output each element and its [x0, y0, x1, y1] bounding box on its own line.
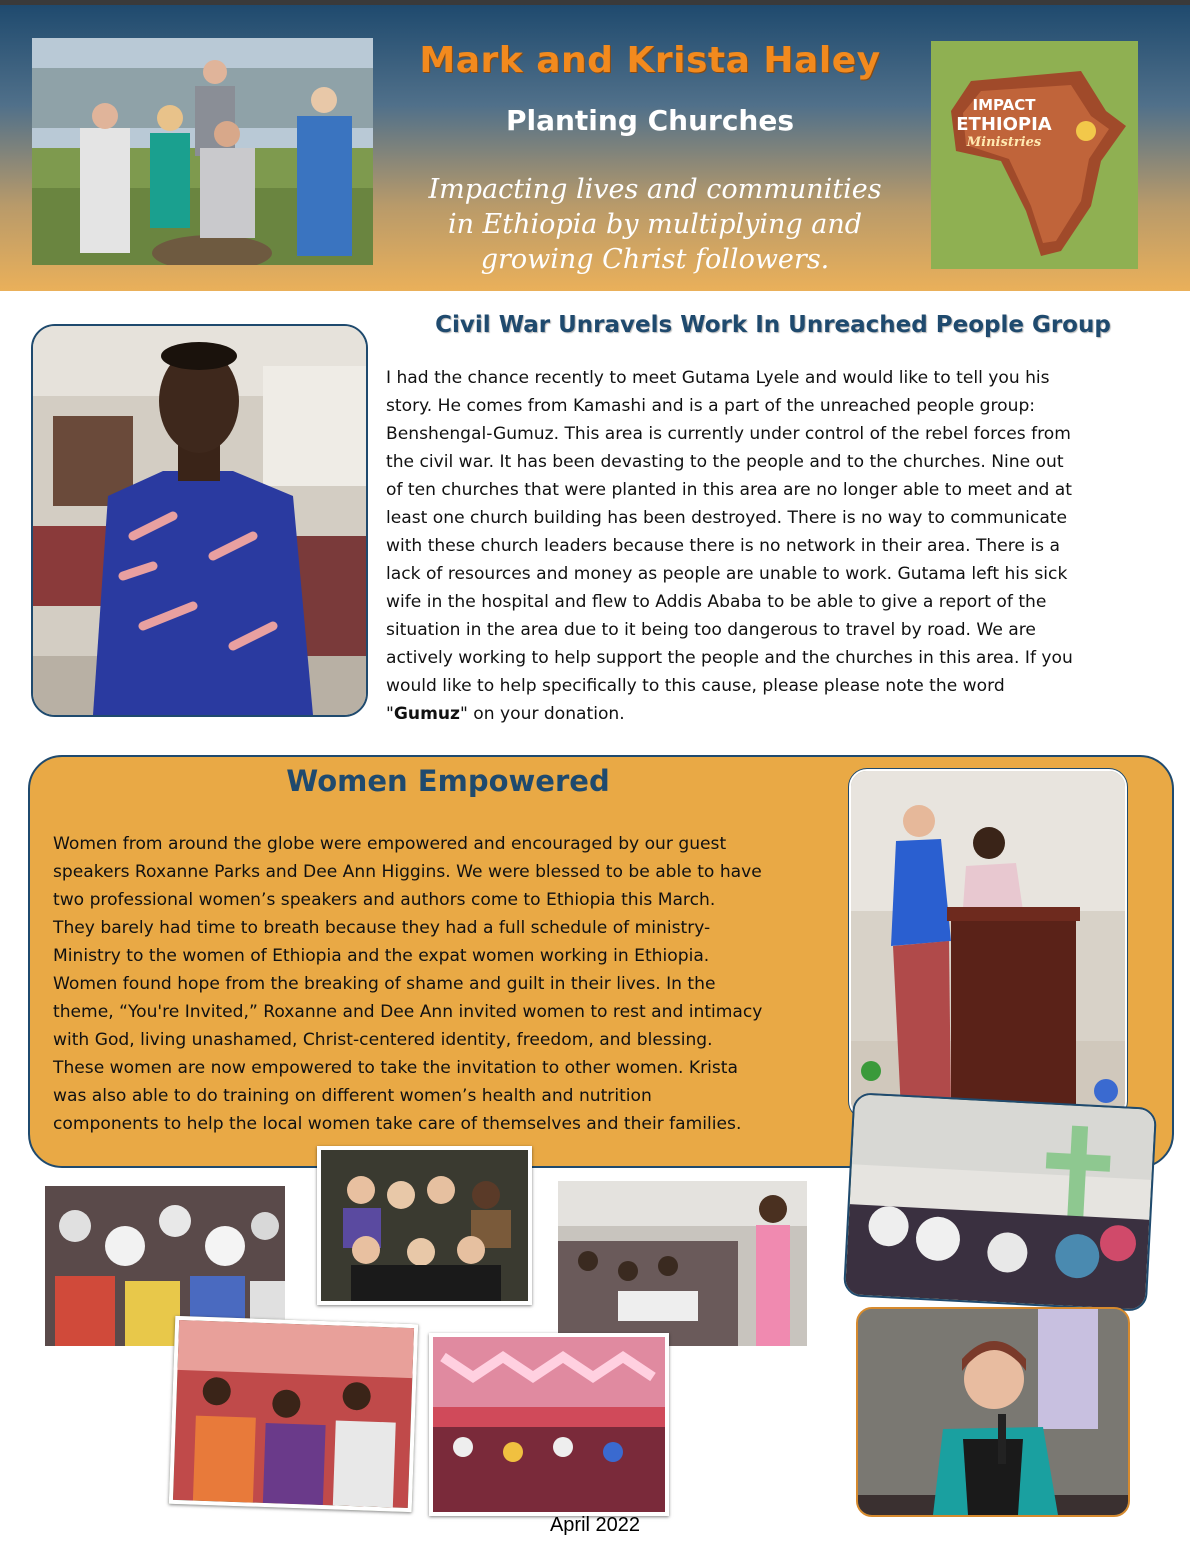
body-line: They barely had time to breath because they had a full schedule of ministry- — [53, 918, 711, 938]
header-tagline — [400, 172, 910, 277]
tagline-line: growing Christ followers. — [480, 244, 830, 275]
section2-body — [53, 830, 845, 1138]
section1-title: Civil War Unravels Work In Unreached People Group — [435, 312, 1111, 338]
body-line: two professional women’s speakers and authors come to Ethiopia this March. — [53, 890, 716, 910]
header-subtitle: Planting Churches — [505, 104, 795, 137]
body-line: wife in the hospital and flew to Addis Ababa to be able to give a report of the — [386, 592, 1047, 612]
body-line: speakers Roxanne Parks and Dee Ann Higgins. We were blessed to be able to have — [53, 862, 762, 882]
tagline-line: Impacting lives and communities — [428, 174, 882, 205]
logo-text-ethiopia: ETHIOPIA — [956, 114, 1052, 135]
body-line: story. He comes from Kamashi and is a part of the unreached people group: — [386, 396, 1036, 416]
body-line: was also able to do training on different women’s health and nutrition — [53, 1086, 652, 1106]
tagline-line: in Ethiopia by multiplying and — [447, 209, 863, 240]
body-line: least one church building has been destroyed. There is no way to communicate — [386, 508, 1068, 528]
issue-date: April 2022 — [549, 1514, 641, 1536]
impact-ethiopia-logo — [931, 41, 1138, 269]
body-line: with God, living unashamed, Christ-centered identity, freedom, and blessing. — [53, 1030, 713, 1050]
body-line: Women from around the globe were empowered and encouraged by our guest — [53, 834, 727, 854]
body-line: lack of resources and money as people are unable to work. Gutama left his sick — [386, 564, 1068, 584]
body-line: theme, “You're Invited,” Roxanne and Dee Ann invited women to rest and intimacy — [53, 1002, 763, 1022]
speaker-woman-photo — [856, 1307, 1130, 1517]
body-line: with these church leaders because there is no network in their area. There is a — [386, 536, 1060, 556]
body-line: Women found hope from the breaking of shame and guilt in their lives. In the — [53, 974, 716, 994]
body-line: the civil war. It has been devasting to the people and to the churches. Nine out — [386, 452, 1064, 472]
header-title: Mark and Krista Haley — [419, 40, 881, 81]
worship-hall-photo — [429, 1333, 669, 1516]
body-line: Ministry to the women of Ethiopia and the expat women working in Ethiopia. — [53, 946, 710, 966]
body-line: situation in the area due to it being too dangerous to travel by road. We are — [386, 620, 1036, 640]
speakers-group-photo — [317, 1146, 532, 1305]
gutama-portrait-photo — [31, 324, 368, 717]
section1-body — [386, 364, 1158, 728]
body-line: These women are now empowered to take the invitation to other women. Krista — [53, 1058, 738, 1078]
women-gathering-photo — [169, 1316, 418, 1512]
gumuz-keyword: Gumuz — [393, 704, 461, 724]
family-photo — [32, 38, 373, 265]
body-line-last — [386, 700, 1158, 728]
logo-text-ministries: Ministries — [966, 135, 1042, 150]
body-line: I had the chance recently to meet Gutama Lyele and would like to tell you his — [386, 368, 1050, 388]
logo-text-impact: IMPACT — [972, 96, 1036, 114]
body-line: actively working to help support the people and the churches in this area. If you — [386, 648, 1073, 668]
prayer-ministry-photo — [558, 1181, 807, 1346]
speakers-podium-photo — [849, 769, 1127, 1119]
body-line: would like to help specifically to this cause, please please note the word — [386, 676, 1005, 696]
body-line: components to help the local women take care of themselves and their families. — [53, 1114, 742, 1134]
section2-title: Women Empowered — [286, 764, 610, 798]
body-line: of ten churches that were planted in this area are no longer able to meet and at — [386, 480, 1072, 500]
worship-cross-photo — [843, 1092, 1157, 1312]
body-line: Benshengal-Gumuz. This area is currently under control of the rebel forces from — [386, 424, 1071, 444]
quote-close-text: " on your donation. — [460, 704, 625, 724]
quote-open: " — [386, 704, 394, 724]
